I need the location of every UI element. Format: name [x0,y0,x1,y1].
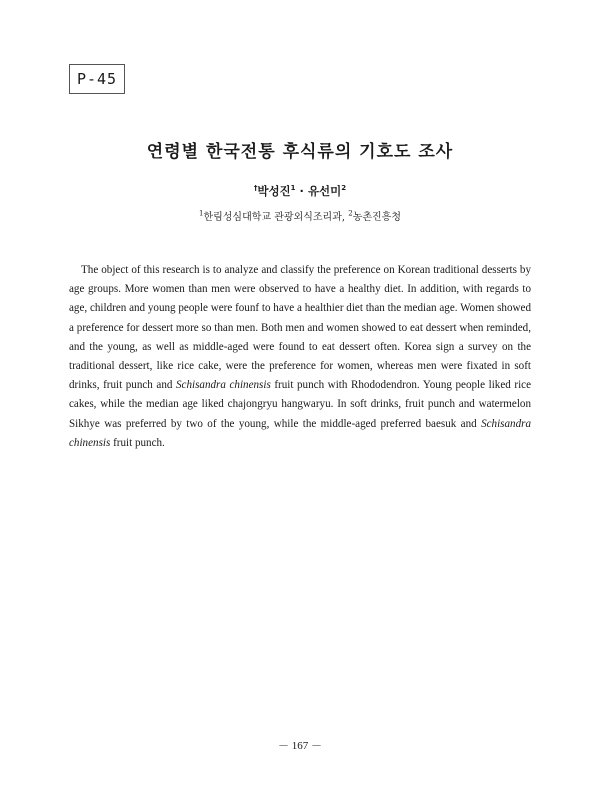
affiliation-2: 농촌진흥청 [352,212,402,223]
authors-line [0,183,600,199]
abstract-species-2: Schisandra chinensis [69,417,531,449]
corresponding-author-mark: † [253,184,258,193]
abstract-species-1: Schisandra chinensis [176,379,271,392]
author-separator: · [295,184,308,198]
abstract-text-1: The object of this research is to analyze and classify the preference on Korean traditional desserts by age groups. More women than men were observed to have a healthy diet. In addition, with regards to age, children and young people were founf to have a healthier diet than the median age. Women showed a preference for dessert more so than men. Both men and women showed to eat dessert when reminded, and the young, as well as middle-aged were found to eat dessert often. Korea sign a survey on the traditional dessert, like rice cake, were the preference for women, whereas men were fixated in soft drinks, fruit punch and [69,264,531,392]
affiliations-line [0,208,600,223]
author-1-name: 박성진 [257,184,291,198]
author-2-affiliation-mark: 2 [341,184,347,193]
author-2-name: 유선미 [307,184,342,198]
page-number: － 167 － [278,740,322,752]
affiliation-1: 한림성심대학교 관광외식조리과, [203,212,349,223]
abstract-body [69,261,531,453]
poster-id-label: P-45 [76,70,118,88]
affiliation-1-mark: 1 [198,209,204,218]
abstract-text-2: fruit punch with Rhododendron. Young people liked rice cakes, while the median age liked chajongryu hangwaryu. In soft drinks, fruit punch and watermelon Sikhye was preferred by two of the young, while the middle-aged preferred baesuk and [69,379,531,430]
poster-id-box [69,64,125,94]
paper-title: 연령별 한국전통 후식류의 기호도 조사 [146,142,454,162]
abstract-text-3: fruit punch. [110,436,165,449]
affiliation-2-mark: 2 [348,209,353,218]
author-1-affiliation-mark: 1 [290,184,296,193]
